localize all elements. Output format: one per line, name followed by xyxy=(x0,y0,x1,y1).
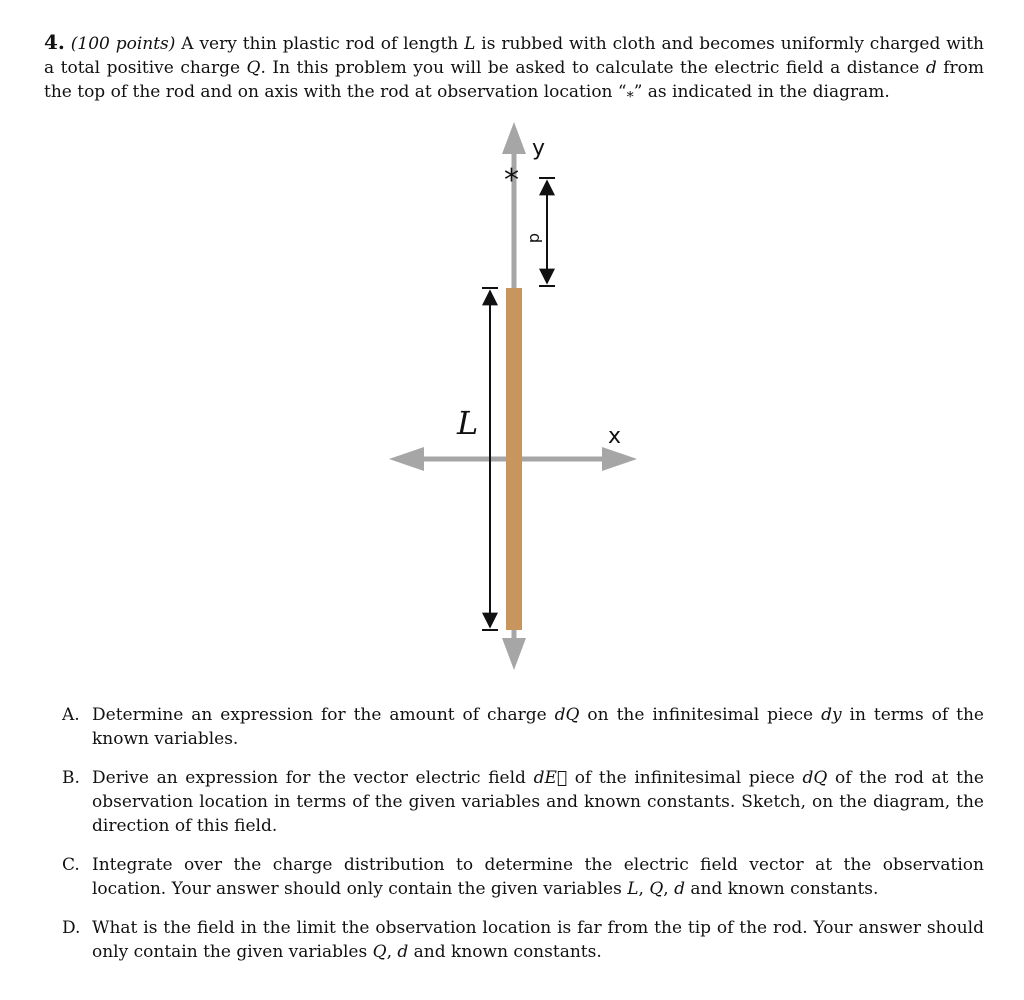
part-c xyxy=(62,853,984,901)
part-d-seg: d xyxy=(397,942,409,962)
part-d-seg: What is the field in the limit the observation location is far from the tip of the rod. Your answer should only contain the given variables xyxy=(92,918,984,962)
var-Q: Q xyxy=(246,58,261,78)
part-text xyxy=(92,853,984,901)
statement-text-4: from the top of the rod and on axis with the rod at observation location “ xyxy=(44,58,984,102)
part-c-seg: d xyxy=(674,879,685,899)
observation-star: * xyxy=(504,163,519,198)
part-d-seg: Q xyxy=(372,942,387,962)
part-c-seg: , xyxy=(663,879,675,899)
statement-text-1: A very thin plastic rod of length xyxy=(181,34,465,54)
star-symbol: * xyxy=(626,89,634,106)
x-axis-label: x xyxy=(608,424,622,449)
part-d-seg: , xyxy=(386,942,398,962)
part-d xyxy=(62,916,984,964)
part-b-seg: Derive an expression for the vector electric field xyxy=(92,768,534,788)
part-a-seg: dQ xyxy=(554,705,580,725)
part-letter: B. xyxy=(62,768,80,788)
part-b xyxy=(62,766,984,838)
distance-label: d xyxy=(526,233,545,244)
part-letter: A. xyxy=(62,705,80,725)
part-b-seg: of the infinitesimal piece xyxy=(567,768,803,788)
part-text xyxy=(92,766,984,838)
part-c-seg: and known constants. xyxy=(684,879,879,899)
part-b-seg: dQ xyxy=(802,768,828,788)
part-a xyxy=(62,703,984,751)
x-axis-arrow-right xyxy=(602,447,637,471)
part-b-seg: dE⃗ xyxy=(533,768,568,788)
y-axis-arrow-up xyxy=(502,122,526,154)
part-a-seg: on the infinitesimal piece xyxy=(579,705,822,725)
part-b-seg: of the rod at the observation location in terms of the given variables and known constants. Sketch, on the diagram, the direction of this field. xyxy=(92,768,984,836)
var-d: d xyxy=(925,58,937,78)
part-c-seg: Q xyxy=(649,879,664,899)
problem-statement xyxy=(44,30,984,109)
distance-dimension xyxy=(539,178,555,286)
rod-diagram xyxy=(380,118,650,678)
question-parts xyxy=(62,703,984,979)
var-L: L xyxy=(464,34,476,54)
part-text xyxy=(92,703,984,751)
part-c-seg: L xyxy=(627,879,639,899)
part-letter: D. xyxy=(62,918,81,938)
part-a-seg: Determine an expression for the amount of charge xyxy=(92,705,555,725)
part-c-seg: , xyxy=(638,879,650,899)
statement-text-5: ” as indicated in the diagram. xyxy=(633,82,890,102)
part-c-seg: Integrate over the charge distribution to determine the electric field vector at the observation location. Your answer should only contain the given variables xyxy=(92,855,984,899)
part-a-seg: dy xyxy=(821,705,842,725)
statement-text-2: is rubbed with cloth and becomes uniformly charged with a total positive charge xyxy=(44,34,984,78)
part-text xyxy=(92,916,984,964)
x-axis-arrow-left xyxy=(389,447,424,471)
part-d-seg: and known constants. xyxy=(408,942,602,962)
y-axis-label: y xyxy=(532,136,546,161)
problem-number: 4. xyxy=(44,30,65,54)
part-a-seg: in terms of the known variables. xyxy=(92,705,984,749)
charged-rod xyxy=(506,288,522,630)
statement-text-3: . In this problem you will be asked to calculate the electric field a distance xyxy=(260,58,926,78)
y-axis-arrow-down xyxy=(502,638,526,670)
length-label: L xyxy=(457,404,479,442)
problem-points: (100 points) xyxy=(70,34,176,54)
part-letter: C. xyxy=(62,855,80,875)
